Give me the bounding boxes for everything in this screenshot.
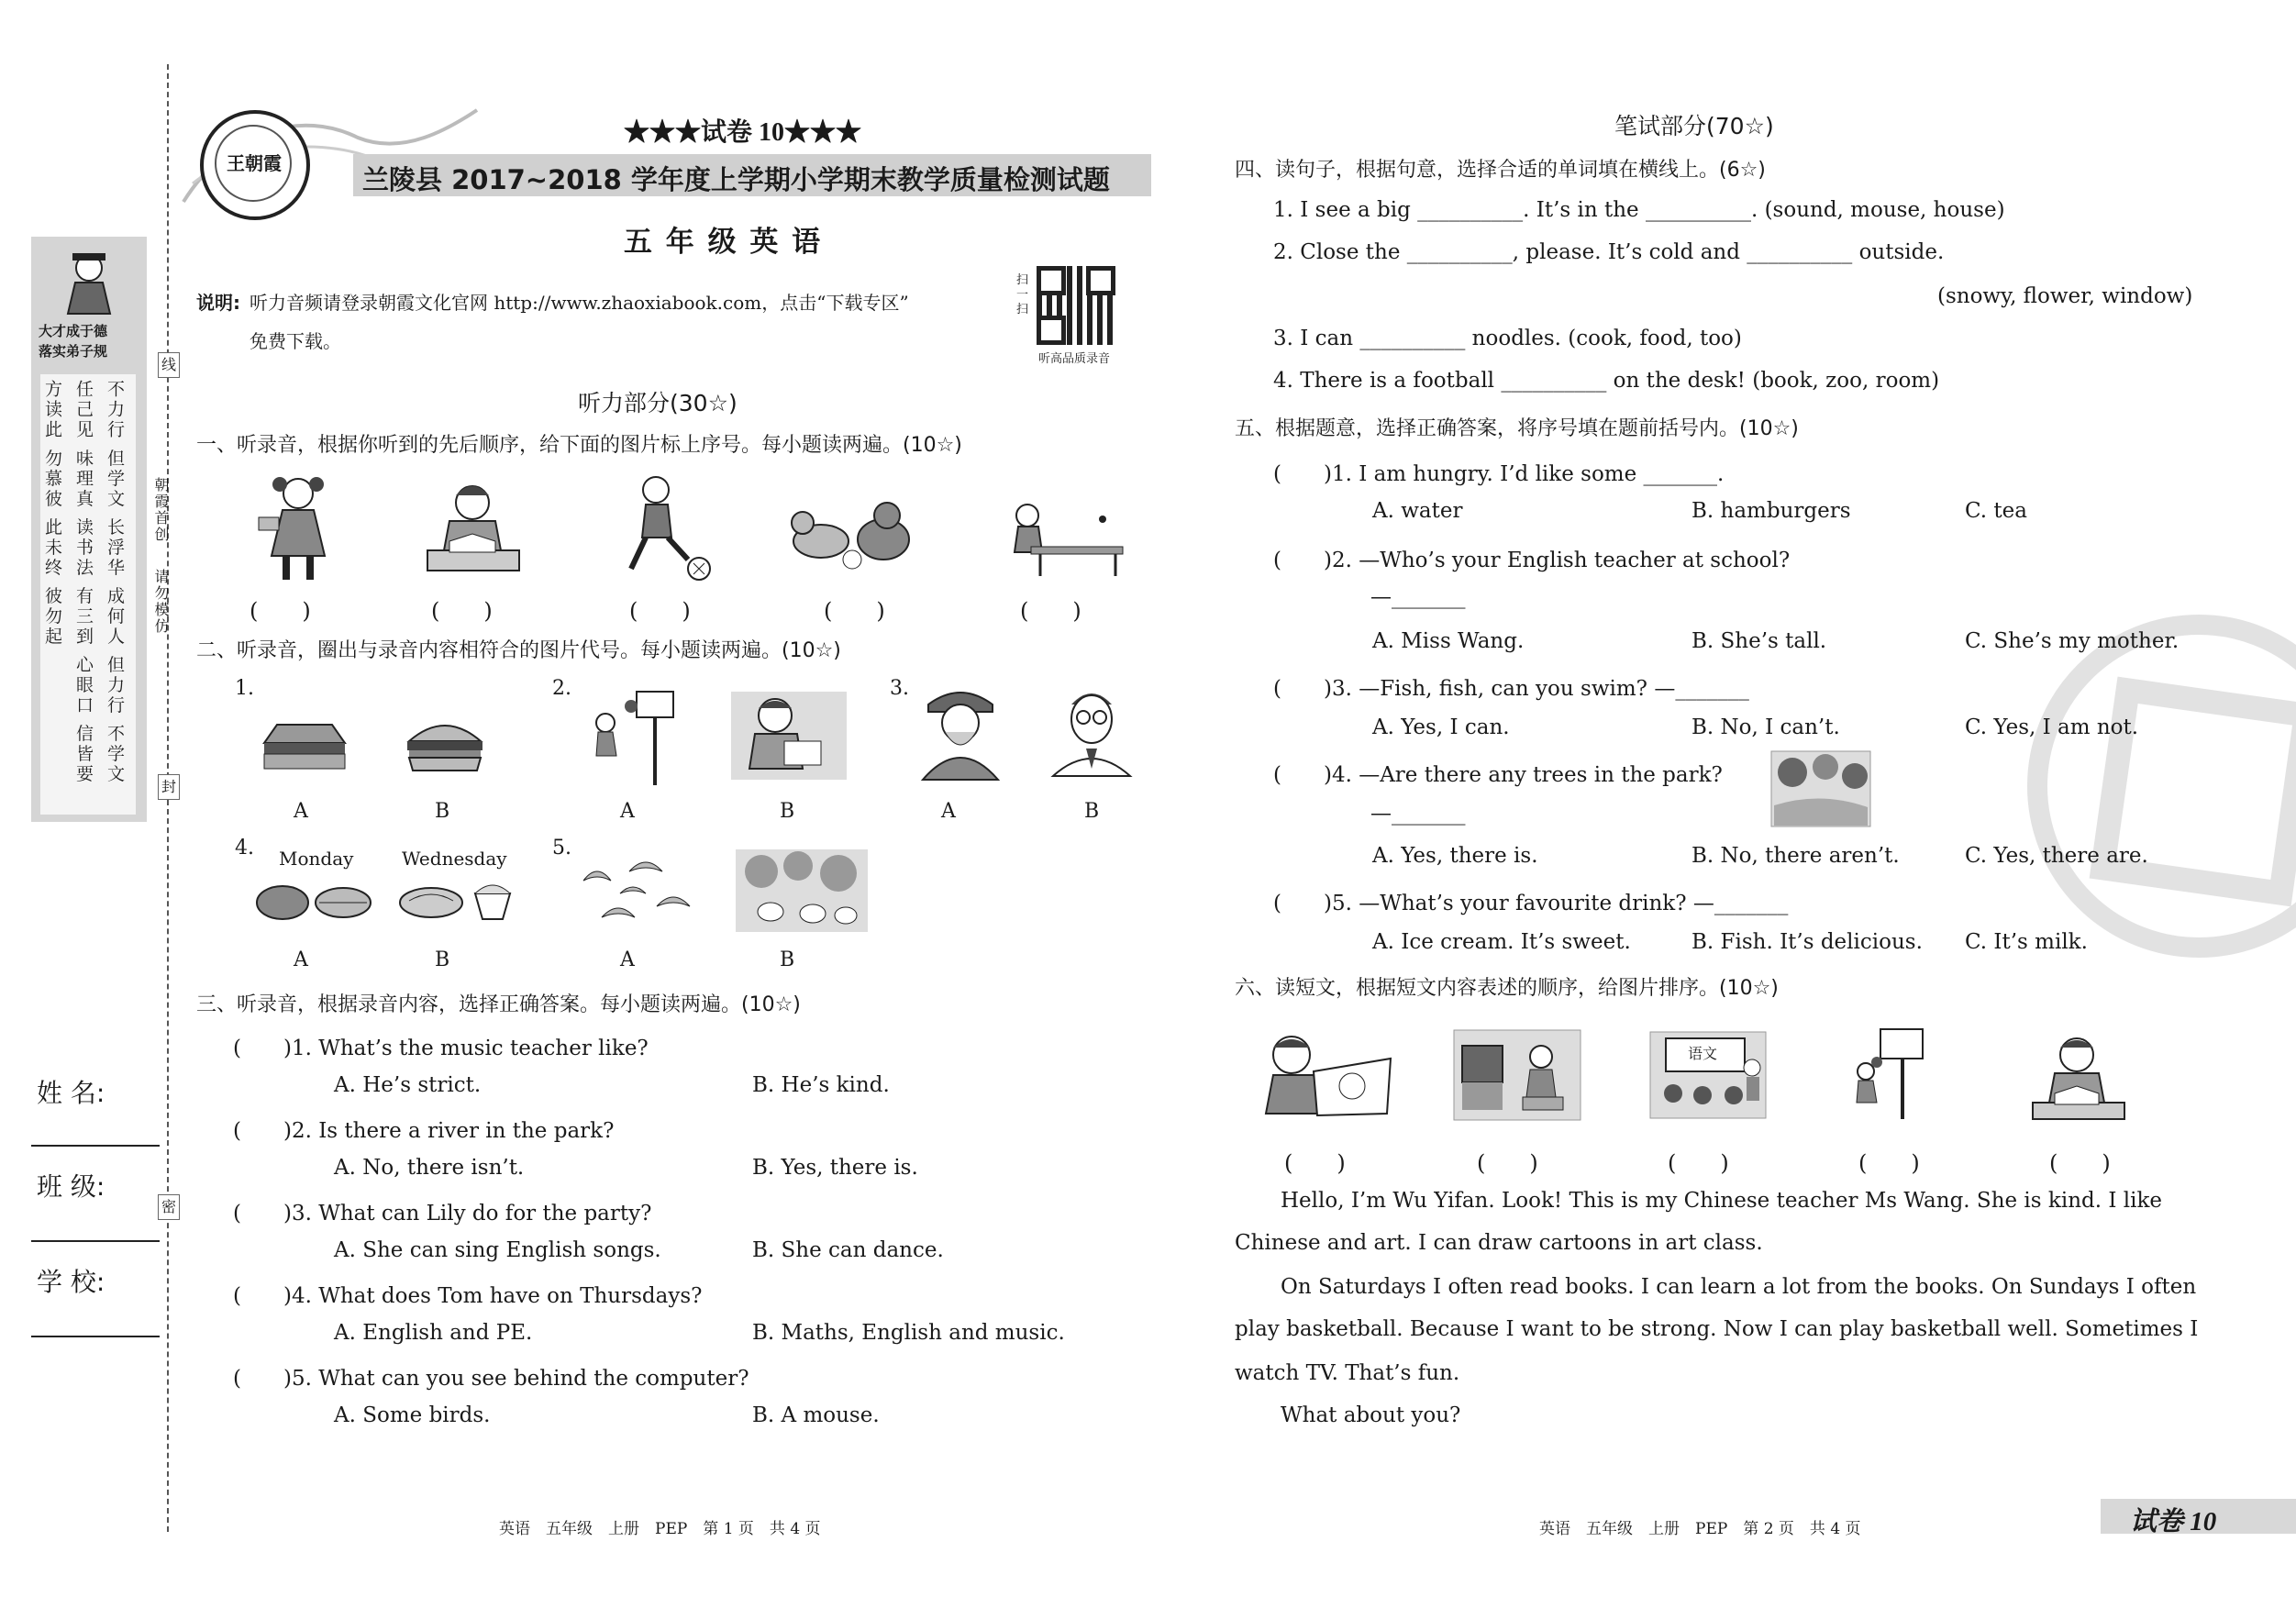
q3-1-option-a[interactable]: A. He’s strict. bbox=[334, 1073, 482, 1097]
q6-answer-5[interactable]: ( ) bbox=[2049, 1150, 2111, 1176]
q3-1-option-b[interactable]: B. He’s kind. bbox=[752, 1073, 890, 1097]
park-trees-picture bbox=[1770, 750, 1871, 831]
q1-answer-2[interactable]: ( ) bbox=[431, 598, 493, 624]
q3-4-question[interactable]: ( )4. What does Tom have on Thursdays? bbox=[233, 1284, 703, 1308]
brand-logo bbox=[200, 110, 310, 220]
motto-col-1: 不力行 但学文 长浮华 成何人 但力行 不学文 bbox=[105, 380, 125, 785]
qr-side-label: 扫一扫 bbox=[1016, 273, 1029, 316]
q2-5-a[interactable]: A bbox=[620, 948, 635, 971]
q3-5-option-b[interactable]: B. A mouse. bbox=[752, 1403, 880, 1427]
q1-answer-5[interactable]: ( ) bbox=[1020, 598, 1081, 624]
q3-5-question[interactable]: ( )5. What can you see behind the computer? bbox=[233, 1367, 749, 1391]
q5-2-option-a[interactable]: A. Miss Wang. bbox=[1372, 629, 1525, 653]
boy-reading-book-picture bbox=[2027, 1029, 2128, 1125]
name-field[interactable] bbox=[31, 1145, 160, 1147]
school-field[interactable] bbox=[31, 1336, 160, 1337]
q5-2-question[interactable]: ( )2. —Who’s your English teacher at school? bbox=[1273, 549, 1791, 572]
passage-line-6: What about you? bbox=[1281, 1403, 1461, 1427]
qr-caption: 听高品质录音 bbox=[1038, 352, 1111, 366]
q2-num-2: 2. bbox=[552, 677, 571, 700]
q4-line-2[interactable]: 2. Close the __________, please. It’s cold and __________ outside. bbox=[1273, 240, 1945, 264]
old-man-picture bbox=[910, 681, 1011, 785]
scholar-figure-icon bbox=[61, 251, 117, 316]
boy-basketball-hoop-picture bbox=[1844, 1026, 1926, 1125]
q5-1-option-b[interactable]: B. hamburgers bbox=[1691, 499, 1851, 523]
q5-5-option-c[interactable]: C. It’s milk. bbox=[1965, 930, 2088, 954]
q6-answer-3[interactable]: ( ) bbox=[1668, 1150, 1729, 1176]
q3-4-option-b[interactable]: B. Maths, English and music. bbox=[752, 1321, 1065, 1345]
note-line-1: 听力音频请登录朝霞文化官网 http://www.zhaoxiabook.com，点击“下载专区” bbox=[250, 292, 909, 314]
motto-top-2: 落实弟子规 bbox=[39, 343, 108, 360]
qr-code-icon[interactable] bbox=[1037, 266, 1115, 345]
wednesday-food-picture bbox=[396, 875, 516, 928]
q3-5-option-a[interactable]: A. Some birds. bbox=[334, 1403, 491, 1427]
table-tennis-picture bbox=[991, 501, 1128, 582]
boy-basketball-picture bbox=[578, 686, 679, 791]
q4-line-4[interactable]: 4. There is a football __________ on the desk! (book, zoo, room) bbox=[1273, 369, 1940, 393]
q2-2-a[interactable]: A bbox=[620, 800, 635, 823]
class-field[interactable] bbox=[31, 1240, 160, 1242]
motto-panel bbox=[31, 237, 147, 822]
q5-1-option-a[interactable]: A. water bbox=[1372, 499, 1463, 523]
boy-reading-desk-picture bbox=[729, 690, 849, 785]
q1-answer-4[interactable]: ( ) bbox=[824, 598, 885, 624]
monday-food-picture bbox=[253, 875, 376, 928]
side-note-2: 请勿模仿 bbox=[152, 569, 170, 635]
q5-4-question[interactable]: ( )4. —Are there any trees in the park? bbox=[1273, 763, 1723, 787]
q5-4-option-a[interactable]: A. Yes, there is. bbox=[1372, 844, 1538, 868]
footer-right: 英语 五年级 上册 PEP 第 2 页 共 4 页 bbox=[1539, 1520, 1861, 1538]
passage-line-4: play basketball. Because I want to be strong. Now I can play basketball well. Sometimes I bbox=[1235, 1317, 2199, 1341]
q2-num-4: 4. bbox=[235, 837, 254, 859]
q5-2-reply[interactable]: —_______ bbox=[1370, 585, 1466, 609]
man-glasses-picture bbox=[1046, 677, 1137, 782]
boy-tv-picture bbox=[1453, 1029, 1581, 1125]
note-label: 说明: bbox=[196, 292, 240, 314]
q5-5-option-a[interactable]: A. Ice cream. It’s sweet. bbox=[1372, 930, 1631, 954]
birds-picture bbox=[574, 853, 703, 939]
q4-line-2-choices: (snowy, flower, window) bbox=[1937, 284, 2193, 308]
q5-5-option-b[interactable]: B. Fish. It’s delicious. bbox=[1691, 930, 1923, 954]
passage-line-1: Hello, I’m Wu Yifan. Look! This is my Chinese teacher Ms Wang. She is kind. I like bbox=[1281, 1189, 2163, 1213]
motto-col-3: 方读此 勿慕彼 此未终 彼勿起 bbox=[42, 380, 62, 648]
dogs-picture bbox=[784, 495, 922, 582]
q3-1-question[interactable]: ( )1. What’s the music teacher like? bbox=[233, 1037, 649, 1060]
q5-3-option-a[interactable]: A. Yes, I can. bbox=[1372, 715, 1510, 739]
q5-4-reply[interactable]: —_______ bbox=[1370, 802, 1466, 826]
q6-answer-4[interactable]: ( ) bbox=[1858, 1150, 1920, 1176]
q5-1-option-c[interactable]: C. tea bbox=[1965, 499, 2027, 523]
q1-answer-1[interactable]: ( ) bbox=[250, 598, 311, 624]
q6-answer-1[interactable]: ( ) bbox=[1284, 1150, 1346, 1176]
q6-heading: 六、读短文，根据短文内容表述的顺序，给图片排序。(10☆) bbox=[1235, 977, 1779, 1000]
school-label: 学 校: bbox=[37, 1267, 105, 1297]
q2-5-b[interactable]: B bbox=[780, 948, 795, 971]
footer-badge: 试卷 10 bbox=[2130, 1507, 2217, 1536]
logo-text: 王朝霞 bbox=[227, 152, 282, 174]
q3-2-option-a[interactable]: A. No, there isn’t. bbox=[334, 1156, 525, 1180]
q3-2-question[interactable]: ( )2. Is there a river in the park? bbox=[233, 1119, 615, 1143]
name-label: 姓 名: bbox=[37, 1078, 105, 1108]
q4-heading: 四、读句子，根据句意，选择合适的单词填在横线上。(6☆) bbox=[1235, 159, 1766, 182]
passage-line-3: On Saturdays I often read books. I can learn a lot from the books. On Sundays I often bbox=[1281, 1275, 2197, 1299]
q3-3-option-a[interactable]: A. She can sing English songs. bbox=[334, 1238, 661, 1262]
q5-2-option-c[interactable]: C. She’s my mother. bbox=[1965, 629, 2180, 653]
q5-5-question[interactable]: ( )5. —What’s your favourite drink? —_______ bbox=[1273, 892, 1789, 915]
binding-mark-feng: 封 bbox=[158, 774, 180, 800]
boy-reading-picture bbox=[422, 477, 523, 582]
q5-3-option-c[interactable]: C. Yes, I am not. bbox=[1965, 715, 2139, 739]
hamburger-picture bbox=[404, 714, 486, 782]
q1-heading: 一、听录音，根据你听到的先后顺序，给下面的图片标上序号。每小题读两遍。(10☆) bbox=[196, 434, 962, 457]
q5-4-option-c[interactable]: C. Yes, there are. bbox=[1965, 844, 2148, 868]
q3-heading: 三、听录音，根据录音内容，选择正确答案。每小题读两遍。(10☆) bbox=[196, 993, 801, 1016]
passage-line-2: Chinese and art. I can draw cartoons in art class. bbox=[1235, 1231, 1763, 1255]
q2-4-a[interactable]: A bbox=[294, 948, 308, 971]
girl-singing-picture bbox=[248, 473, 349, 587]
q3-3-option-b[interactable]: B. She can dance. bbox=[752, 1238, 944, 1262]
q5-heading: 五、根据题意，选择正确答案，将序号填在题前括号内。(10☆) bbox=[1235, 417, 1799, 440]
blackboard-label: 语文 bbox=[1688, 1045, 1718, 1062]
binding-mark-xian: 线 bbox=[158, 352, 180, 378]
class-label: 班 级: bbox=[37, 1171, 105, 1202]
q5-3-question[interactable]: ( )3. —Fish, fish, can you swim? —_______ bbox=[1273, 677, 1749, 701]
binding-mark-mi: 密 bbox=[158, 1194, 180, 1220]
side-note-1: 朝霞首创 bbox=[152, 477, 170, 543]
q3-3-question[interactable]: ( )3. What can Lily do for the party? bbox=[233, 1202, 652, 1225]
exam-title: 兰陵县 2017~2018 学年度上学期小学期末教学质量检测试题 bbox=[362, 164, 1110, 195]
q1-answer-3[interactable]: ( ) bbox=[629, 598, 691, 624]
motto-col-2: 任己见 味理真 读书法 有三到 心眼口 信皆要 bbox=[73, 380, 94, 785]
q2-3-a[interactable]: A bbox=[941, 800, 956, 823]
q2-1-b[interactable]: B bbox=[435, 800, 450, 823]
footer-left: 英语 五年级 上册 PEP 第 1 页 共 4 页 bbox=[499, 1520, 821, 1538]
q2-num-3: 3. bbox=[890, 677, 909, 700]
monday-label: Monday bbox=[279, 848, 354, 870]
q5-1-question[interactable]: ( )1. I am hungry. I’d like some _______. bbox=[1273, 462, 1725, 486]
q3-2-option-b[interactable]: B. Yes, there is. bbox=[752, 1156, 918, 1180]
q5-4-option-b[interactable]: B. No, there aren’t. bbox=[1691, 844, 1900, 868]
q2-3-b[interactable]: B bbox=[1084, 800, 1100, 823]
q5-3-option-b[interactable]: B. No, I can’t. bbox=[1691, 715, 1840, 739]
note-line-2: 免费下载。 bbox=[250, 330, 341, 352]
boy-football-picture bbox=[615, 473, 715, 587]
q2-num-5: 5. bbox=[552, 837, 571, 859]
wednesday-label: Wednesday bbox=[402, 848, 507, 870]
subject-title: 五 年 级 英 语 bbox=[624, 226, 823, 259]
q2-4-b[interactable]: B bbox=[435, 948, 450, 971]
boy-drawing-picture bbox=[1259, 1031, 1396, 1123]
motto-top-1: 大才成于德 bbox=[39, 323, 108, 339]
seal-watermark bbox=[2027, 615, 2296, 958]
q5-2-option-b[interactable]: B. She’s tall. bbox=[1691, 629, 1827, 653]
rabbits-picture bbox=[734, 848, 870, 937]
listening-title: 听力部分(30☆) bbox=[578, 390, 738, 416]
q6-answer-2[interactable]: ( ) bbox=[1477, 1150, 1538, 1176]
passage-line-5: watch TV. That’s fun. bbox=[1235, 1361, 1460, 1385]
classroom-picture bbox=[1649, 1031, 1767, 1123]
writing-title: 笔试部分(70☆) bbox=[1614, 113, 1774, 139]
q2-1-a[interactable]: A bbox=[294, 800, 308, 823]
exam-number: ★★★试卷 10★★★ bbox=[624, 118, 862, 147]
q3-4-option-a[interactable]: A. English and PE. bbox=[334, 1321, 533, 1345]
q2-heading: 二、听录音，圈出与录音内容相符合的图片代号。每小题读两遍。(10☆) bbox=[196, 639, 841, 662]
sandwich-picture bbox=[259, 715, 350, 783]
q2-num-1: 1. bbox=[235, 677, 254, 700]
q4-line-3[interactable]: 3. I can __________ noodles. (cook, food, too) bbox=[1273, 327, 1742, 350]
motto-inner bbox=[40, 374, 136, 815]
q2-2-b[interactable]: B bbox=[780, 800, 795, 823]
q4-line-1[interactable]: 1. I see a big __________. It’s in the __________. (sound, mouse, house) bbox=[1273, 198, 2005, 222]
